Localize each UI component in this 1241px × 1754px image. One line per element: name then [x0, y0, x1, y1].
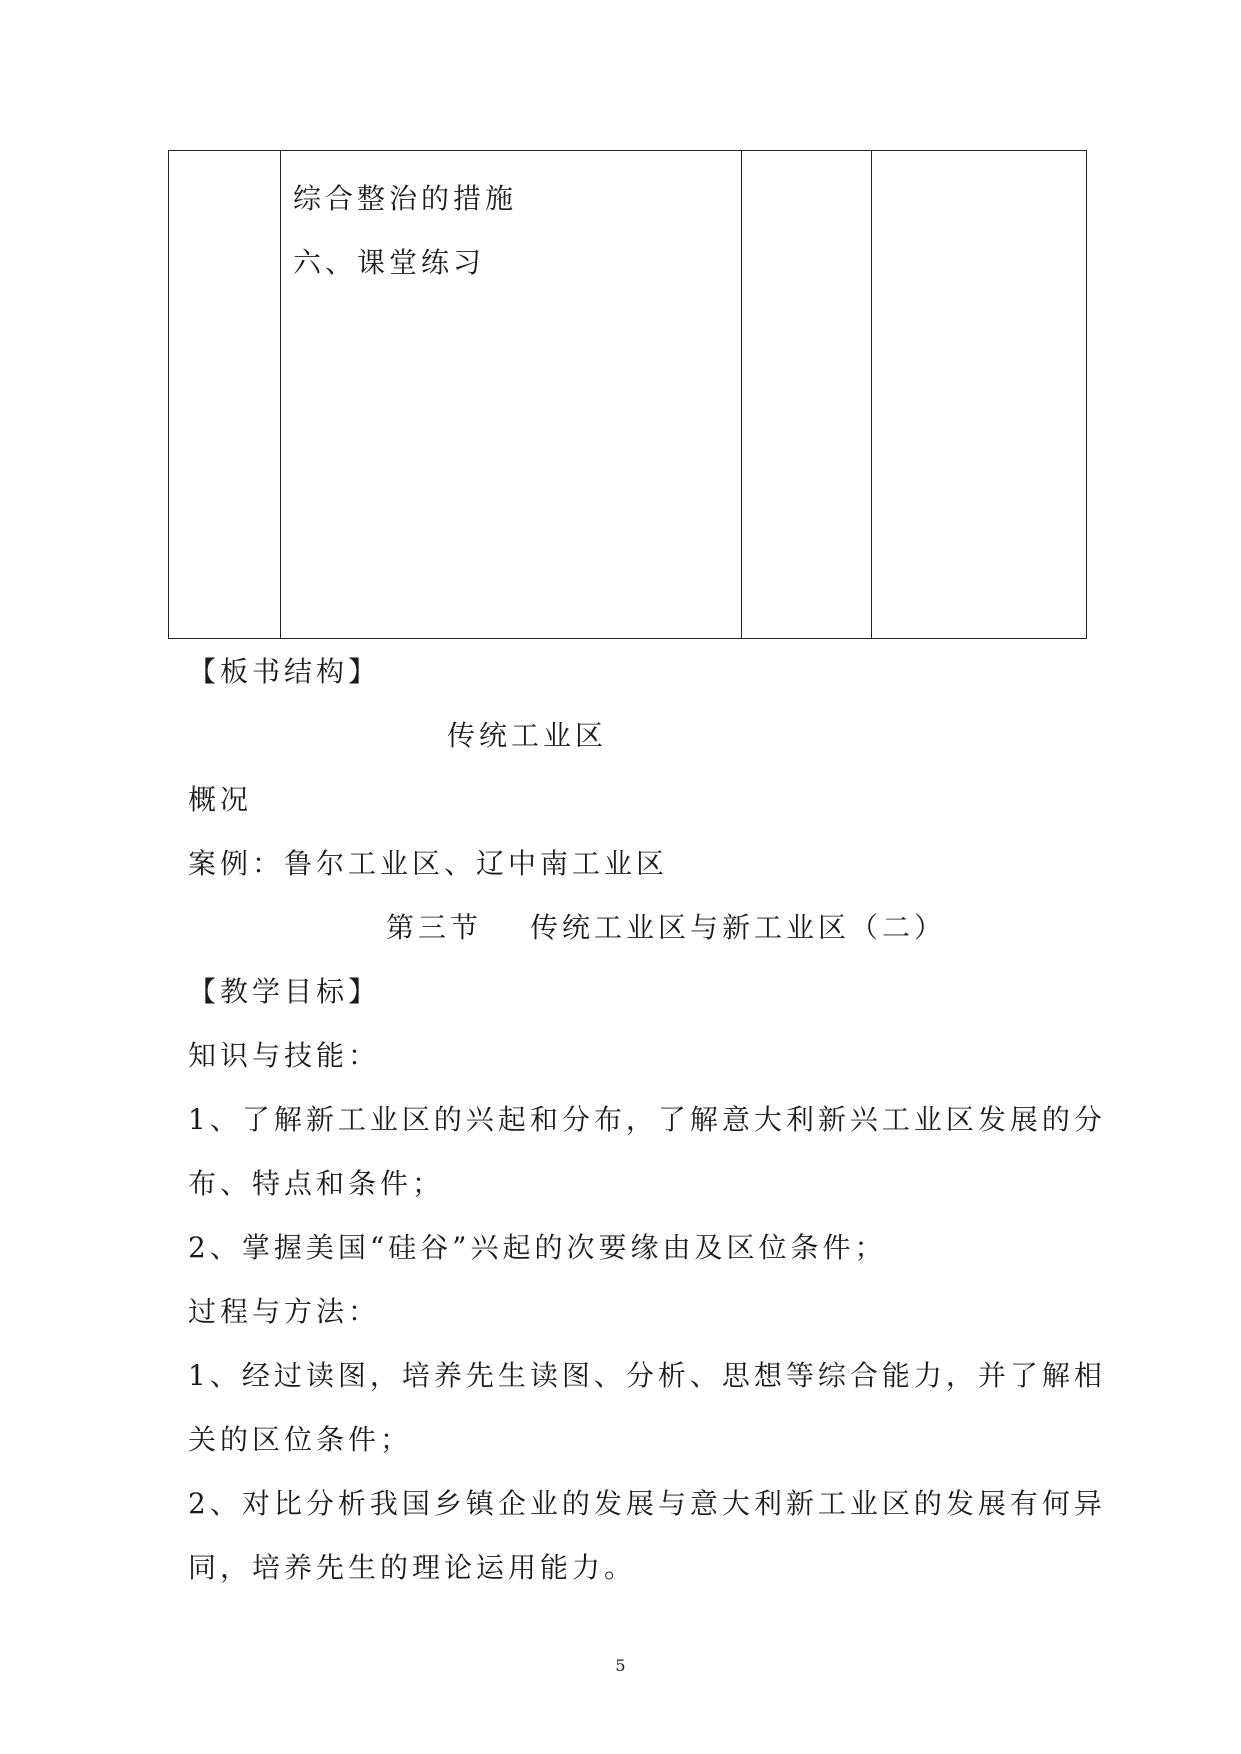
process-heading: 过程与方法： [188, 1295, 381, 1328]
goals-heading: 【教学目标】 [188, 975, 381, 1008]
process-item-2b: 同，培养先生的理论运用能力。 [188, 1551, 637, 1584]
table-line-exercise: 六、课堂练习 [293, 246, 486, 279]
table-cell-content [281, 151, 742, 639]
knowledge-item-2: 2、掌握美国“硅谷”兴起的次要缘由及区位条件； [188, 1231, 887, 1264]
body-text [188, 640, 1106, 1600]
table-cell-empty-3 [872, 151, 1087, 639]
board-title: 传统工业区 [447, 719, 608, 752]
process-item-1a: 1、经过读图，培养先生读图、分析、思想等综合能力，并了解相 [188, 1359, 1106, 1392]
board-heading: 【板书结构】 [188, 655, 381, 688]
table-cell-empty-1 [169, 151, 281, 639]
process-item-1b: 关的区位条件； [188, 1423, 413, 1456]
page-number: 5 [615, 1656, 626, 1675]
knowledge-item-1b: 布、特点和条件； [188, 1167, 445, 1200]
table-line-measures: 综合整治的措施 [293, 182, 518, 215]
knowledge-item-1a: 1、了解新工业区的兴起和分布，了解意大利新兴工业区发展的分 [188, 1103, 1106, 1136]
overview-line: 概况 [188, 783, 253, 816]
section-title: 传统工业区与新工业区（二） [530, 911, 947, 944]
section-title-line [188, 896, 1068, 960]
table-cell-empty-2 [742, 151, 872, 639]
knowledge-heading: 知识与技能： [188, 1039, 381, 1072]
lesson-table [168, 150, 1087, 639]
cases-line: 案例：鲁尔工业区、辽中南工业区 [188, 847, 669, 880]
section-number: 第三节 [386, 911, 483, 944]
process-item-2a: 2、对比分析我国乡镇企业的发展与意大利新工业区的发展有何异 [188, 1487, 1106, 1520]
